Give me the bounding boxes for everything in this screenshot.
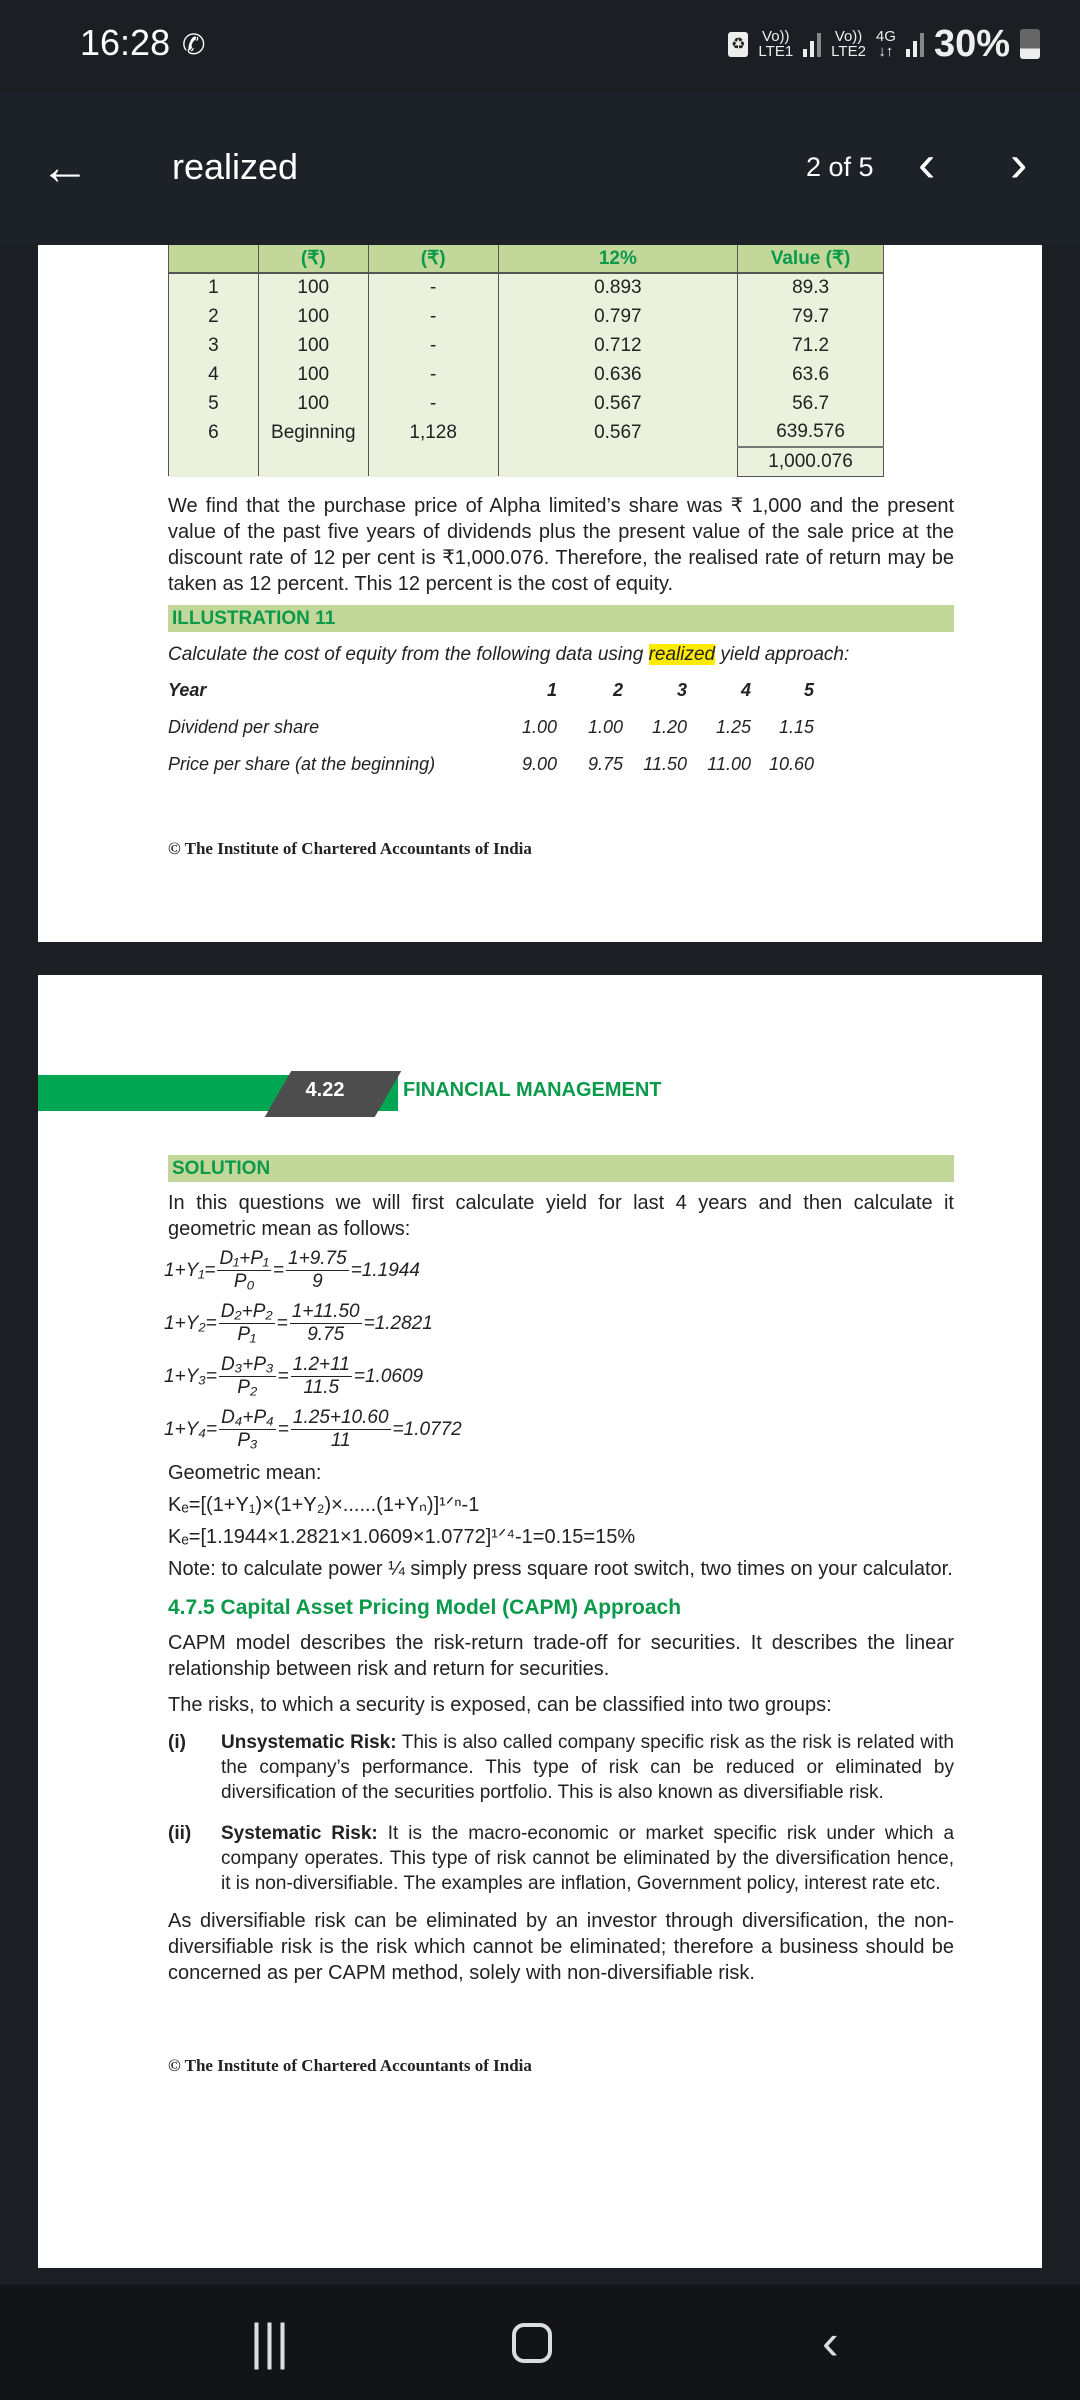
battery-percent: 30% [933,23,1010,65]
table-cell: 5 [169,389,259,418]
row-value: 3 [676,679,687,700]
document-page [38,245,1042,942]
row-label: Price per share (at the beginning) [168,753,436,774]
conclusion: As diversifiable risk can be eliminated by an investor through diversification, the non-diversifiable risk is the risk which cannot be eliminated; therefore a business should be concerned as per CAPM method, solely with non-diversifiable risk. [168,1910,954,1984]
table-cell: 71.2 [738,331,884,360]
table-cell: 1 [169,273,259,302]
table-cell: - [368,389,498,418]
row-value: 11.00 [707,753,751,774]
table-row [169,331,884,360]
clock: 16:28 [80,22,171,63]
illustration-heading: ILLUSTRATION 11 [168,605,954,632]
navigation-bar [0,2285,1080,2400]
volte-label: Vo)) [762,28,790,45]
search-highlight: realized [648,643,716,665]
recent-apps-icon[interactable]: ||| [250,2314,289,2370]
table-cell: 0.567 [498,389,738,418]
document-page [38,975,1042,2268]
match-counter: 2 of 5 [806,152,874,182]
data-row [168,678,868,715]
question: Calculate the cost of equity from the following data using realized yield approach: [168,643,850,665]
solution-heading: SOLUTION [168,1155,954,1182]
yield-equation: 1+Y₂= $\frac{\text{D₂+P₂}}{\text{P₁}}$ = $\frac{1+11.50}{9.75}$ =1.2821 [164,1301,433,1345]
row-label: Year [168,679,207,700]
row-value: 2 [612,679,623,700]
capm-text: CAPM model describes the risk-return trade-off for securities. It describes the linear relationship between risk and return for securities. [168,1632,954,1680]
table-cell: 0.636 [498,360,738,389]
table-cell: - [368,331,498,360]
table-cell: 0.797 [498,302,738,331]
table-cell: 100 [258,389,368,418]
table-cell: 3 [169,331,259,360]
table-cell: 0.893 [498,273,738,302]
section-heading: 4.7.5 Capital Asset Pricing Model (CAPM) Approach [168,1596,682,1619]
previous-match-icon[interactable]: ‹ [918,135,936,193]
row-value: 5 [803,679,814,700]
table-row [169,418,884,447]
table-cell: 4 [169,360,259,389]
intro-text: In this questions we will first calculate yield for last 4 years and then calculate it geometric mean as follows: [168,1192,954,1240]
row-value: 9.00 [521,753,557,774]
table-row [169,360,884,389]
data-row [168,752,868,789]
volte-label: Vo)) [834,28,863,45]
ke-result: Kₑ=[1.1944×1.2821×1.0609×1.0772]¹ᐟ⁴-1=0.15=15% [168,1526,636,1548]
table-cell: 0.712 [498,331,738,360]
total-cell: 1,000.076 [738,447,884,476]
table-cell: 79.7 [738,302,884,331]
paragraph: We find that the purchase price of Alpha limited’s share was ₹ 1,000 and the present value of the past five years of dividends plus the present value of the sale price at the discount rate of 12 per cent is ₹1,000.076. Therefore, the realised rate of return may be taken as 12 percent. This 12 percent is the cost of equity. [168,494,954,595]
table-cell: - [368,360,498,389]
row-value: 1.15 [778,716,814,737]
table-row [169,273,884,302]
next-match-icon[interactable]: › [1010,135,1028,193]
ke-formula: Kₑ=[(1+Y₁)×(1+Y₂)×......(1+Yₙ)]¹ᐟⁿ-1 [168,1494,480,1516]
table-cell: 0.567 [498,418,738,447]
row-label: Dividend per share [168,716,320,737]
battery-icon [1020,29,1040,59]
row-value: 10.60 [768,753,814,774]
yield-equation: 1+Y₃= $\frac{\text{D₃+P₃}}{\text{P₂}}$ = $\frac{1.2+11}{11.5}$ =1.0609 [164,1354,424,1398]
status-bar [0,0,1080,92]
row-value: 1.00 [587,716,623,737]
row-value: 1.20 [651,716,687,737]
page-footer: © The Institute of Chartered Accountants of India [168,2056,532,2075]
table-cell: 639.576 [738,418,884,447]
geometric-mean-label: Geometric mean: [168,1462,322,1484]
sim2-label: LTE2 [831,43,866,60]
page-number: 4.22 [305,1079,345,1101]
back-icon[interactable]: ‹ [822,2314,839,2370]
yield-equation: 1+Y₄= $\frac{\text{D₄+P₄}}{\text{P₃}}$ = $\frac{1.25+10.60}{11}$ =1.0772 [164,1407,462,1451]
call-icon: ✆ [182,29,206,60]
data-row [168,715,868,752]
present-value-table: (₹) (₹) 12% Value (₹) 1 100 - 0.893 89.3 2 100 - 0.797 79.7 3 100 - 0.712 71.2 4 100 - 0.636 63.6 5 100 - 0.567 56.7 6 Beginning 1,128 0.567 639.576 1,000.076 [168,245,884,477]
table-cell: 56.7 [738,389,884,418]
table-cell: 100 [258,331,368,360]
recycle-icon: ♻ [728,32,748,57]
risks-intro: The risks, to which a security is exposed, can be classified into two groups: [168,1694,832,1716]
table-row [169,389,884,418]
network-type: 4G [875,28,896,45]
search-toolbar [0,92,1080,245]
signal-icon [906,31,924,57]
table-cell: 100 [258,302,368,331]
table-cell: - [368,302,498,331]
table-cell: Beginning [258,418,368,447]
row-value: 11.50 [643,753,687,774]
data-activity-icon: ↓↑ [878,43,894,60]
table-cell: 6 [169,418,259,447]
sim1-label: LTE1 [758,43,794,60]
row-value: 1 [546,679,557,700]
table-cell: 1,128 [368,418,498,447]
table-cell: 100 [258,273,368,302]
table-cell: 89.3 [738,273,884,302]
table-cell: 100 [258,360,368,389]
search-query[interactable]: realized [172,146,299,187]
table-cell: 2 [169,302,259,331]
home-icon[interactable] [512,2323,552,2363]
yield-equation: 1+Y₁= $\frac{\text{D₁+P₁}}{\text{P₀}}$ = $\frac{1+9.75}{9}$ =1.1944 [164,1248,420,1292]
page-footer: © The Institute of Chartered Accountants of India [168,838,532,858]
back-arrow-icon[interactable]: ← [40,139,90,195]
row-value: 1.25 [715,716,751,737]
table-cell: - [368,273,498,302]
list-item: (i) Unsystematic Risk: This is also called company specific risk as the risk is related with the company’s performance. This type of risk can be reduced or eliminated by diversification of the securities portfolio. This is also known as diversifiable risk. [168,1732,954,1803]
row-value: 4 [740,679,751,700]
row-value: 9.75 [587,753,623,774]
signal-icon [803,31,821,57]
row-value: 1.00 [521,716,557,737]
chapter-title: FINANCIAL MANAGEMENT [403,1079,662,1101]
note: Note: to calculate power ¼ simply press square root switch, two times on your calculator. [168,1558,953,1580]
table-row [169,302,884,331]
list-item: (ii) Systematic Risk: It is the macro-economic or market specific risk under which a company operates. This type of risk cannot be eliminated by the diversification hence, it is non-diversifiable. The examples are inflation, Government policy, interest rate etc. [168,1823,955,1894]
table-cell: 63.6 [738,360,884,389]
